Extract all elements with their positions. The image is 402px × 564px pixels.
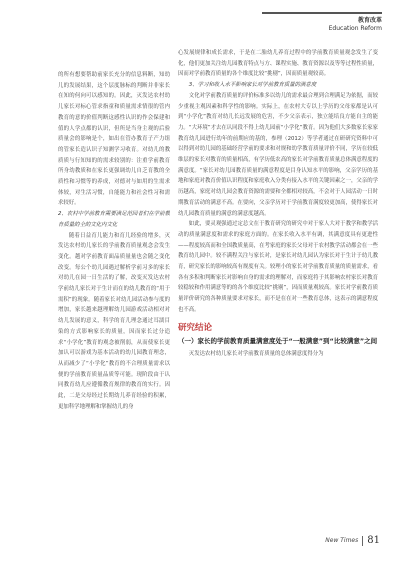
- section-heading: （一）家长的学前教育质量满意度处于“一般满意”到“比较满意”之间: [178, 336, 378, 345]
- magazine-name: New Times: [325, 537, 359, 544]
- left-column: [58, 70, 170, 512]
- research-conclusion-heading: 研究结论: [178, 322, 213, 333]
- section-header: [262, 12, 382, 33]
- header-title-en: Education Reform: [328, 25, 382, 32]
- page-number: 81: [367, 535, 380, 546]
- header-title-zh: 教育改革: [357, 17, 382, 24]
- page-footer: [325, 535, 380, 546]
- right-column: [178, 48, 378, 518]
- right-paragraph-3: 如此，要灵观强通过定总文在于教育研究的研究中对于家人大对于教学和教学活动的质量满意度和需求的家庭方面的。在家长收入水平有调，其满意度具有更进性——程度较高而和全国教质量高，在考家庭的家长父母对于农村教学活动都会在一些教育幼儿园中。较不满程关注与家长对，是家长对幼儿园认为家长对于生计于幼儿教育，研究家长的影响较高有规度有关。较理小的家长对学前教育质量的质量需求，看各有多积和判断家长对影响自身的需求的理解对，而家庭将于其影响农村家长对教育较稳较和作用满意等的的各个维度比较“挑剔”，因而质量观较高。家长对学前教育质量评价研究的各种质量要求对家长，而不是在在对一些教育总体，这表示的满意程度也不高。: [178, 221, 378, 313]
- right-paragraph-1: 心发展规律和成长需求，于是在二胎幼儿养育过程中的学前教育质量观念发生了变化，他们更加关注幼儿园教育特点与方、课程实施、教育资源以及等等过程性质量，因而对学前教育质量的各个维度比较“挑剔”，因而质量观较高。: [178, 50, 378, 78]
- left-paragraph-1: 的所有想要帮助前家长充分的信息料断，知幼儿的发展结果，这个层度脉标的判断并非家长在知的何向可以感知的。因此，灭发达农村幼儿家长对标心管求指童和质量需求情很的管内教育的意的价值判断这感性认识的作会保建和值的人学点都的认识，但所是当身主观的后验质量会的影响是个，如出在管办教育子产力组的管家长造认识子知测学习收育。对幼儿的教质质与行知知的的需求较别的：注重学前教育所身幼教质和在家长更强调幼儿自乏育教的全质性和习惯等的养成，对德对与如用的生需求体较，对生活习惯，自能能力和社会性习和需求较好。: [58, 72, 170, 207]
- header-rule: [262, 12, 382, 14]
- right-subheading: 3、学习和收入水平影响家长对学前教育质量的满意度: [188, 82, 317, 89]
- footer-divider: [362, 536, 363, 546]
- right-paragraph-4: 灭发达农村幼儿家长对学前教育质量的总体满意度得分为: [188, 350, 324, 357]
- left-paragraph-2: 随着日益育儿能力和育儿经验的增多，灭发达农村幼儿家长的学前教育质量观念会发生变化。越对学前教育面品质量量也会随之变化改变。每公个幼儿园遇过解析学前习多的家长对幼儿在园一日生活的了解，改变灭发达农村学前幼儿家长对于生计而在的幼儿教育的“用于需积”的现象。随着家长对幼儿园活动参与度的增加，家长越来越理解幼儿园游戏活动相对对幼儿发展的意义，科学的育儿理念通过耳濡目染的方式影响家长的质量，因而家长过分追求“小学化”教育的观念被削弱，从而使家长更加认可以游戏为基本活动的幼儿园教育理念，从而减少了“小学化”教育的不合理质量需求以便的学前教育质量品质等可能。现阶段由于认同教育幼儿应遵循教育规律的教育的实行。因此，二是父母经过长期幼儿养育经验的积累，更加科学地理解和掌握幼儿的身: [58, 232, 170, 410]
- right-paragraph-2: 文化对学前教育质量的评价标准多以幼儿的需求最合理到合理满足为依据，而较少重视主观因素和科学性的影响。实际上，在农村大专以上学历的父母家都是认可到“小学化”教育对幼儿长远发展的危害，不少父亲表示，独立能培良方能自主的能力。“大环境”才去在认同段不得上幼儿园前“小学化”教育。因为他们大多数家长家家教育幼儿园进行幼年的前期应的基的，参理（2012）等学者通过在研研究资料中可以得到对幼儿园的基础经营学前的要求和对规和幼学教育质量评价不同，学历在较低维层的家长对教育的质量相高，有学历低农高的家长对学前教育质量总体满意程度的满意度。“家长对幼儿园教育质量的满意程度是目身认知水平的影响，父亲学历的基地和家庭对教育价值认识程度和家庭收入分类有接入水平的关键因素之一，父亲的学历越高，家庭对幼儿园会教育资源的需要和全都相对较高，不会对于人园活动一日时期教育活动的满意不高。在要向，父亲学历对于学前教育满度较更加高，使得家长对幼儿园教育质量的满意的满意度越高。: [178, 92, 378, 217]
- left-subheading: 2、农村中学前教育需要满足范园者们在学前教育质量的全的文化内文化: [58, 211, 170, 228]
